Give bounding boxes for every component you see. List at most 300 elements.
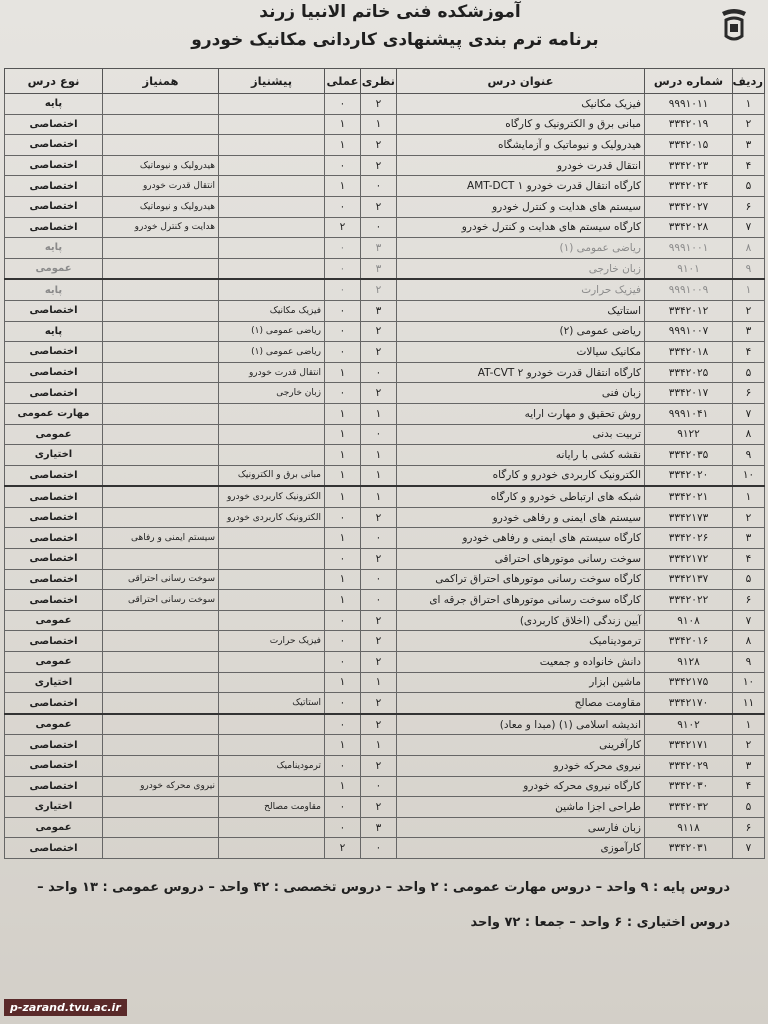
course-type: اختصاصی xyxy=(5,776,103,797)
table-row xyxy=(5,507,765,528)
corequisite xyxy=(103,672,219,693)
practical-units: ۰ xyxy=(325,631,361,652)
course-type: اختیاری xyxy=(5,445,103,466)
corequisite xyxy=(103,383,219,404)
course-title: ریاضی عمومی (۲) xyxy=(397,321,645,342)
course-code: ۳۳۴۲۱۷۵ xyxy=(645,672,733,693)
prerequisite: ترمودینامیک xyxy=(219,756,325,777)
practical-units: ۰ xyxy=(325,300,361,321)
row-number: ۶ xyxy=(733,590,765,611)
col-practical: عملی xyxy=(325,69,361,94)
site-watermark: p-zarand.tvu.ac.ir xyxy=(4,999,127,1016)
table-row xyxy=(5,756,765,777)
row-number: ۱۰ xyxy=(733,672,765,693)
corequisite: سوخت رسانی احتراقی xyxy=(103,569,219,590)
row-number: ۵ xyxy=(733,176,765,197)
college-logo-icon xyxy=(714,6,754,58)
course-title: ترمودینامیک xyxy=(397,631,645,652)
col-code: شماره درس xyxy=(645,69,733,94)
prerequisite: ریاضی عمومی (۱) xyxy=(219,321,325,342)
theory-units: ۲ xyxy=(361,507,397,528)
course-title: آیین زندگی (اخلاق کاربردی) xyxy=(397,610,645,631)
row-number: ۲ xyxy=(733,114,765,135)
table-row xyxy=(5,238,765,259)
practical-units: ۱ xyxy=(325,465,361,486)
practical-units: ۰ xyxy=(325,693,361,714)
course-type: اختصاصی xyxy=(5,590,103,611)
practical-units: ۱ xyxy=(325,776,361,797)
theory-units: ۲ xyxy=(361,383,397,404)
practical-units: ۰ xyxy=(325,817,361,838)
corequisite: سوخت رسانی احتراقی xyxy=(103,590,219,611)
course-type: اختصاصی xyxy=(5,507,103,528)
row-number: ۸ xyxy=(733,424,765,445)
course-type: عمومی xyxy=(5,714,103,735)
course-code: ۳۳۴۲۰۱۲ xyxy=(645,300,733,321)
row-number: ۷ xyxy=(733,217,765,238)
practical-units: ۲ xyxy=(325,217,361,238)
course-type: اختصاصی xyxy=(5,486,103,507)
corequisite xyxy=(103,735,219,756)
course-code: ۳۳۴۲۰۲۴ xyxy=(645,176,733,197)
row-number: ۷ xyxy=(733,403,765,424)
course-type: اختصاصی xyxy=(5,756,103,777)
course-code: ۹۱۱۸ xyxy=(645,817,733,838)
prerequisite xyxy=(219,279,325,300)
theory-units: ۰ xyxy=(361,776,397,797)
prerequisite xyxy=(219,114,325,135)
course-code: ۹۱۰۸ xyxy=(645,610,733,631)
course-type: عمومی xyxy=(5,258,103,279)
corequisite: سیستم ایمنی و رفاهی xyxy=(103,528,219,549)
course-title: زبان فنی xyxy=(397,383,645,404)
course-code: ۳۳۴۲۰۳۱ xyxy=(645,838,733,859)
course-type: اختصاصی xyxy=(5,300,103,321)
course-code: ۳۳۴۲۰۱۵ xyxy=(645,135,733,156)
course-title: کارگاه سیستم های ایمنی و رفاهی خودرو xyxy=(397,528,645,549)
practical-units: ۲ xyxy=(325,838,361,859)
corequisite xyxy=(103,321,219,342)
course-title: زبان خارجی xyxy=(397,258,645,279)
practical-units: ۰ xyxy=(325,321,361,342)
course-title: دانش خانواده و جمعیت xyxy=(397,652,645,673)
corequisite xyxy=(103,693,219,714)
course-code: ۳۳۴۲۰۱۶ xyxy=(645,631,733,652)
table-row xyxy=(5,258,765,279)
theory-units: ۱ xyxy=(361,735,397,756)
course-type: اختصاصی xyxy=(5,528,103,549)
practical-units: ۱ xyxy=(325,176,361,197)
table-row xyxy=(5,217,765,238)
course-type: اختصاصی xyxy=(5,631,103,652)
practical-units: ۱ xyxy=(325,735,361,756)
course-type: عمومی xyxy=(5,610,103,631)
course-code: ۹۹۹۱۰۴۱ xyxy=(645,403,733,424)
row-number: ۱ xyxy=(733,94,765,115)
course-code: ۹۱۰۲ xyxy=(645,714,733,735)
course-code: ۳۳۴۲۰۱۹ xyxy=(645,114,733,135)
course-code: ۳۳۴۲۰۲۱ xyxy=(645,486,733,507)
row-number: ۷ xyxy=(733,838,765,859)
course-type: اختصاصی xyxy=(5,217,103,238)
course-title: مکانیک سیالات xyxy=(397,342,645,363)
table-row xyxy=(5,569,765,590)
course-title: سیستم های ایمنی و رفاهی خودرو xyxy=(397,507,645,528)
course-type: اختصاصی xyxy=(5,838,103,859)
course-code: ۹۹۹۱۰۱۱ xyxy=(645,94,733,115)
course-code: ۳۳۴۲۱۷۱ xyxy=(645,735,733,756)
theory-units: ۲ xyxy=(361,631,397,652)
course-title: شبکه های ارتباطی خودرو و کارگاه xyxy=(397,486,645,507)
footer-summary-line-2: دروس اختیاری : ۶ واحد – جمعا : ۷۲ واحد xyxy=(470,915,730,930)
course-code: ۳۳۴۲۱۷۲ xyxy=(645,549,733,570)
table-row xyxy=(5,672,765,693)
corequisite xyxy=(103,403,219,424)
corequisite: نیروی محرکه خودرو xyxy=(103,776,219,797)
course-type: اختصاصی xyxy=(5,135,103,156)
course-code: ۹۱۲۸ xyxy=(645,652,733,673)
practical-units: ۰ xyxy=(325,258,361,279)
prerequisite xyxy=(219,528,325,549)
course-code: ۳۳۴۲۱۷۰ xyxy=(645,693,733,714)
course-code: ۳۳۴۲۱۳۷ xyxy=(645,569,733,590)
theory-units: ۰ xyxy=(361,838,397,859)
course-type: اختصاصی xyxy=(5,549,103,570)
course-title: زبان فارسی xyxy=(397,817,645,838)
course-title: کارگاه سوخت رسانی موتورهای احتراق تراکمی xyxy=(397,569,645,590)
course-type: پایه xyxy=(5,238,103,259)
course-title: طراحی اجزا ماشین xyxy=(397,797,645,818)
course-title: روش تحقیق و مهارت ارایه xyxy=(397,403,645,424)
prerequisite xyxy=(219,196,325,217)
course-type: اختصاصی xyxy=(5,114,103,135)
course-code: ۳۳۴۲۰۲۷ xyxy=(645,196,733,217)
course-code: ۹۱۲۲ xyxy=(645,424,733,445)
theory-units: ۱ xyxy=(361,114,397,135)
prerequisite xyxy=(219,714,325,735)
corequisite: هدایت و کنترل خودرو xyxy=(103,217,219,238)
practical-units: ۰ xyxy=(325,714,361,735)
practical-units: ۰ xyxy=(325,94,361,115)
prerequisite xyxy=(219,155,325,176)
table-row xyxy=(5,714,765,735)
corequisite xyxy=(103,342,219,363)
corequisite xyxy=(103,610,219,631)
theory-units: ۲ xyxy=(361,342,397,363)
theory-units: ۲ xyxy=(361,196,397,217)
row-number: ۱ xyxy=(733,486,765,507)
row-number: ۵ xyxy=(733,362,765,383)
col-theory: نظری xyxy=(361,69,397,94)
course-code: ۳۳۴۲۰۳۵ xyxy=(645,445,733,466)
course-title: کارگاه سوخت رسانی موتورهای احتراق جرقه ای xyxy=(397,590,645,611)
corequisite: هیدرولیک و نیوماتیک xyxy=(103,155,219,176)
practical-units: ۱ xyxy=(325,569,361,590)
theory-units: ۳ xyxy=(361,238,397,259)
row-number: ۱ xyxy=(733,279,765,300)
row-number: ۱۰ xyxy=(733,465,765,486)
prerequisite xyxy=(219,94,325,115)
theory-units: ۲ xyxy=(361,652,397,673)
practical-units: ۰ xyxy=(325,652,361,673)
course-title: فیزیک مکانیک xyxy=(397,94,645,115)
theory-units: ۲ xyxy=(361,155,397,176)
corequisite xyxy=(103,279,219,300)
course-type: اختصاصی xyxy=(5,383,103,404)
table-row xyxy=(5,176,765,197)
col-row: ردیف xyxy=(733,69,765,94)
row-number: ۹ xyxy=(733,652,765,673)
practical-units: ۱ xyxy=(325,135,361,156)
row-number: ۶ xyxy=(733,196,765,217)
practical-units: ۰ xyxy=(325,238,361,259)
table-row xyxy=(5,797,765,818)
table-row xyxy=(5,735,765,756)
course-type: پایه xyxy=(5,279,103,300)
footer-summary-line-1: دروس پایه : ۹ واحد – دروس مهارت عمومی : ۲ واحد – دروس تخصصی : ۴۲ واحد – دروس عمومی : ۱۳ واحد – xyxy=(37,880,730,895)
table-row xyxy=(5,610,765,631)
theory-units: ۱ xyxy=(361,445,397,466)
prerequisite: الکترونیک کاربردی خودرو xyxy=(219,507,325,528)
prerequisite: فیزیک حرارت xyxy=(219,631,325,652)
col-type: نوع درس xyxy=(5,69,103,94)
prerequisite xyxy=(219,610,325,631)
corequisite xyxy=(103,756,219,777)
practical-units: ۱ xyxy=(325,590,361,611)
table-row xyxy=(5,465,765,486)
prerequisite: مقاومت مصالح xyxy=(219,797,325,818)
practical-units: ۰ xyxy=(325,549,361,570)
theory-units: ۲ xyxy=(361,279,397,300)
course-code: ۹۱۰۱ xyxy=(645,258,733,279)
corequisite xyxy=(103,135,219,156)
row-number: ۳ xyxy=(733,135,765,156)
course-title: هیدرولیک و نیوماتیک و آزمایشگاه xyxy=(397,135,645,156)
course-type: مهارت عمومی xyxy=(5,403,103,424)
course-type: پایه xyxy=(5,321,103,342)
theory-units: ۳ xyxy=(361,817,397,838)
course-title: سیستم های هدایت و کنترل خودرو xyxy=(397,196,645,217)
theory-units: ۲ xyxy=(361,714,397,735)
theory-units: ۲ xyxy=(361,610,397,631)
course-type: اختصاصی xyxy=(5,465,103,486)
prerequisite: مبانی برق و الکترونیک xyxy=(219,465,325,486)
course-code: ۳۳۴۲۰۲۶ xyxy=(645,528,733,549)
prerequisite xyxy=(219,838,325,859)
practical-units: ۰ xyxy=(325,155,361,176)
corequisite xyxy=(103,300,219,321)
col-prereq: پیشنیاز xyxy=(219,69,325,94)
row-number: ۱ xyxy=(733,714,765,735)
theory-units: ۳ xyxy=(361,258,397,279)
course-code: ۳۳۴۲۰۲۲ xyxy=(645,590,733,611)
prerequisite: زبان خارجی xyxy=(219,383,325,404)
practical-units: ۱ xyxy=(325,528,361,549)
course-type: اختصاصی xyxy=(5,342,103,363)
practical-units: ۰ xyxy=(325,383,361,404)
theory-units: ۰ xyxy=(361,217,397,238)
course-code: ۳۳۴۲۰۲۵ xyxy=(645,362,733,383)
theory-units: ۱ xyxy=(361,465,397,486)
course-type: اختصاصی xyxy=(5,155,103,176)
table-row xyxy=(5,631,765,652)
course-title: تربیت بدنی xyxy=(397,424,645,445)
table-row xyxy=(5,362,765,383)
practical-units: ۱ xyxy=(325,672,361,693)
corequisite: انتقال قدرت خودرو xyxy=(103,176,219,197)
theory-units: ۱ xyxy=(361,672,397,693)
theory-units: ۰ xyxy=(361,424,397,445)
course-type: اختصاصی xyxy=(5,693,103,714)
practical-units: ۰ xyxy=(325,610,361,631)
prerequisite xyxy=(219,549,325,570)
course-type: عمومی xyxy=(5,424,103,445)
course-code: ۳۳۴۲۰۱۷ xyxy=(645,383,733,404)
practical-units: ۱ xyxy=(325,424,361,445)
prerequisite xyxy=(219,445,325,466)
table-row xyxy=(5,652,765,673)
course-title: کارگاه انتقال قدرت خودرو ۲ AT-CVT xyxy=(397,362,645,383)
prerequisite xyxy=(219,258,325,279)
prerequisite: الکترونیک کاربردی خودرو xyxy=(219,486,325,507)
course-type: اختصاصی xyxy=(5,196,103,217)
table-row xyxy=(5,817,765,838)
row-number: ۳ xyxy=(733,756,765,777)
table-row xyxy=(5,486,765,507)
theory-units: ۱ xyxy=(361,403,397,424)
corequisite xyxy=(103,362,219,383)
row-number: ۷ xyxy=(733,610,765,631)
row-number: ۸ xyxy=(733,631,765,652)
corequisite: هیدرولیک و نیوماتیک xyxy=(103,196,219,217)
course-type: پایه xyxy=(5,94,103,115)
course-code: ۹۹۹۱۰۰۱ xyxy=(645,238,733,259)
course-title: کارآفرینی xyxy=(397,735,645,756)
corequisite xyxy=(103,114,219,135)
course-type: اختصاصی xyxy=(5,362,103,383)
table-row xyxy=(5,776,765,797)
course-title: کارگاه نیروی محرکه خودرو xyxy=(397,776,645,797)
row-number: ۹ xyxy=(733,258,765,279)
row-number: ۵ xyxy=(733,569,765,590)
corequisite xyxy=(103,797,219,818)
practical-units: ۰ xyxy=(325,756,361,777)
row-number: ۲ xyxy=(733,300,765,321)
theory-units: ۲ xyxy=(361,135,397,156)
practical-units: ۱ xyxy=(325,114,361,135)
institution-name: آموزشکده فنی خاتم الانبیا زرند xyxy=(259,2,521,22)
program-title: برنامه ترم بندی پیشنهادی کاردانی مکانیک خودرو xyxy=(191,30,599,50)
course-title: نقشه کشی با رایانه xyxy=(397,445,645,466)
corequisite xyxy=(103,631,219,652)
course-title: اندیشه اسلامی (۱) (مبدا و معاد) xyxy=(397,714,645,735)
prerequisite xyxy=(219,424,325,445)
row-number: ۳ xyxy=(733,321,765,342)
corequisite xyxy=(103,652,219,673)
course-title: انتقال قدرت خودرو xyxy=(397,155,645,176)
course-type: اختیاری xyxy=(5,672,103,693)
course-title: سوخت رسانی موتورهای احتراقی xyxy=(397,549,645,570)
table-row xyxy=(5,549,765,570)
theory-units: ۰ xyxy=(361,528,397,549)
table-row xyxy=(5,528,765,549)
course-title: کارگاه سیستم های هدایت و کنترل خودرو xyxy=(397,217,645,238)
practical-units: ۱ xyxy=(325,362,361,383)
course-type: عمومی xyxy=(5,817,103,838)
course-code: ۳۳۴۲۰۲۸ xyxy=(645,217,733,238)
table-row xyxy=(5,196,765,217)
corequisite xyxy=(103,714,219,735)
table-row xyxy=(5,321,765,342)
corequisite xyxy=(103,238,219,259)
prerequisite xyxy=(219,135,325,156)
row-number: ۳ xyxy=(733,528,765,549)
corequisite xyxy=(103,549,219,570)
corequisite xyxy=(103,445,219,466)
row-number: ۱۱ xyxy=(733,693,765,714)
course-table xyxy=(4,68,765,859)
table-row xyxy=(5,155,765,176)
corequisite xyxy=(103,465,219,486)
course-type: اختصاصی xyxy=(5,176,103,197)
table-row xyxy=(5,114,765,135)
theory-units: ۲ xyxy=(361,549,397,570)
prerequisite xyxy=(219,776,325,797)
corequisite xyxy=(103,94,219,115)
theory-units: ۲ xyxy=(361,94,397,115)
theory-units: ۲ xyxy=(361,756,397,777)
practical-units: ۰ xyxy=(325,507,361,528)
row-number: ۹ xyxy=(733,445,765,466)
row-number: ۴ xyxy=(733,776,765,797)
course-code: ۳۳۴۲۰۲۹ xyxy=(645,756,733,777)
theory-units: ۰ xyxy=(361,362,397,383)
prerequisite xyxy=(219,403,325,424)
course-title: مقاومت مصالح xyxy=(397,693,645,714)
course-code: ۳۳۴۲۰۳۰ xyxy=(645,776,733,797)
course-title: ماشین ابزار xyxy=(397,672,645,693)
row-number: ۸ xyxy=(733,238,765,259)
course-title: کارآموزی xyxy=(397,838,645,859)
practical-units: ۱ xyxy=(325,403,361,424)
table-body xyxy=(5,94,765,859)
course-title: مبانی برق و الکترونیک و کارگاه xyxy=(397,114,645,135)
theory-units: ۲ xyxy=(361,693,397,714)
prerequisite: فیزیک مکانیک xyxy=(219,300,325,321)
table-row xyxy=(5,383,765,404)
course-title: الکترونیک کاربردی خودرو و کارگاه xyxy=(397,465,645,486)
course-title: نیروی محرکه خودرو xyxy=(397,756,645,777)
corequisite xyxy=(103,817,219,838)
prerequisite xyxy=(219,238,325,259)
prerequisite xyxy=(219,672,325,693)
theory-units: ۰ xyxy=(361,590,397,611)
prerequisite xyxy=(219,217,325,238)
row-number: ۴ xyxy=(733,549,765,570)
course-code: ۹۹۹۱۰۰۹ xyxy=(645,279,733,300)
corequisite xyxy=(103,486,219,507)
prerequisite: استاتیک xyxy=(219,693,325,714)
row-number: ۴ xyxy=(733,342,765,363)
prerequisite xyxy=(219,735,325,756)
table-row xyxy=(5,424,765,445)
practical-units: ۱ xyxy=(325,445,361,466)
theory-units: ۲ xyxy=(361,321,397,342)
course-type: عمومی xyxy=(5,652,103,673)
table-row xyxy=(5,300,765,321)
prerequisite xyxy=(219,652,325,673)
prerequisite xyxy=(219,817,325,838)
